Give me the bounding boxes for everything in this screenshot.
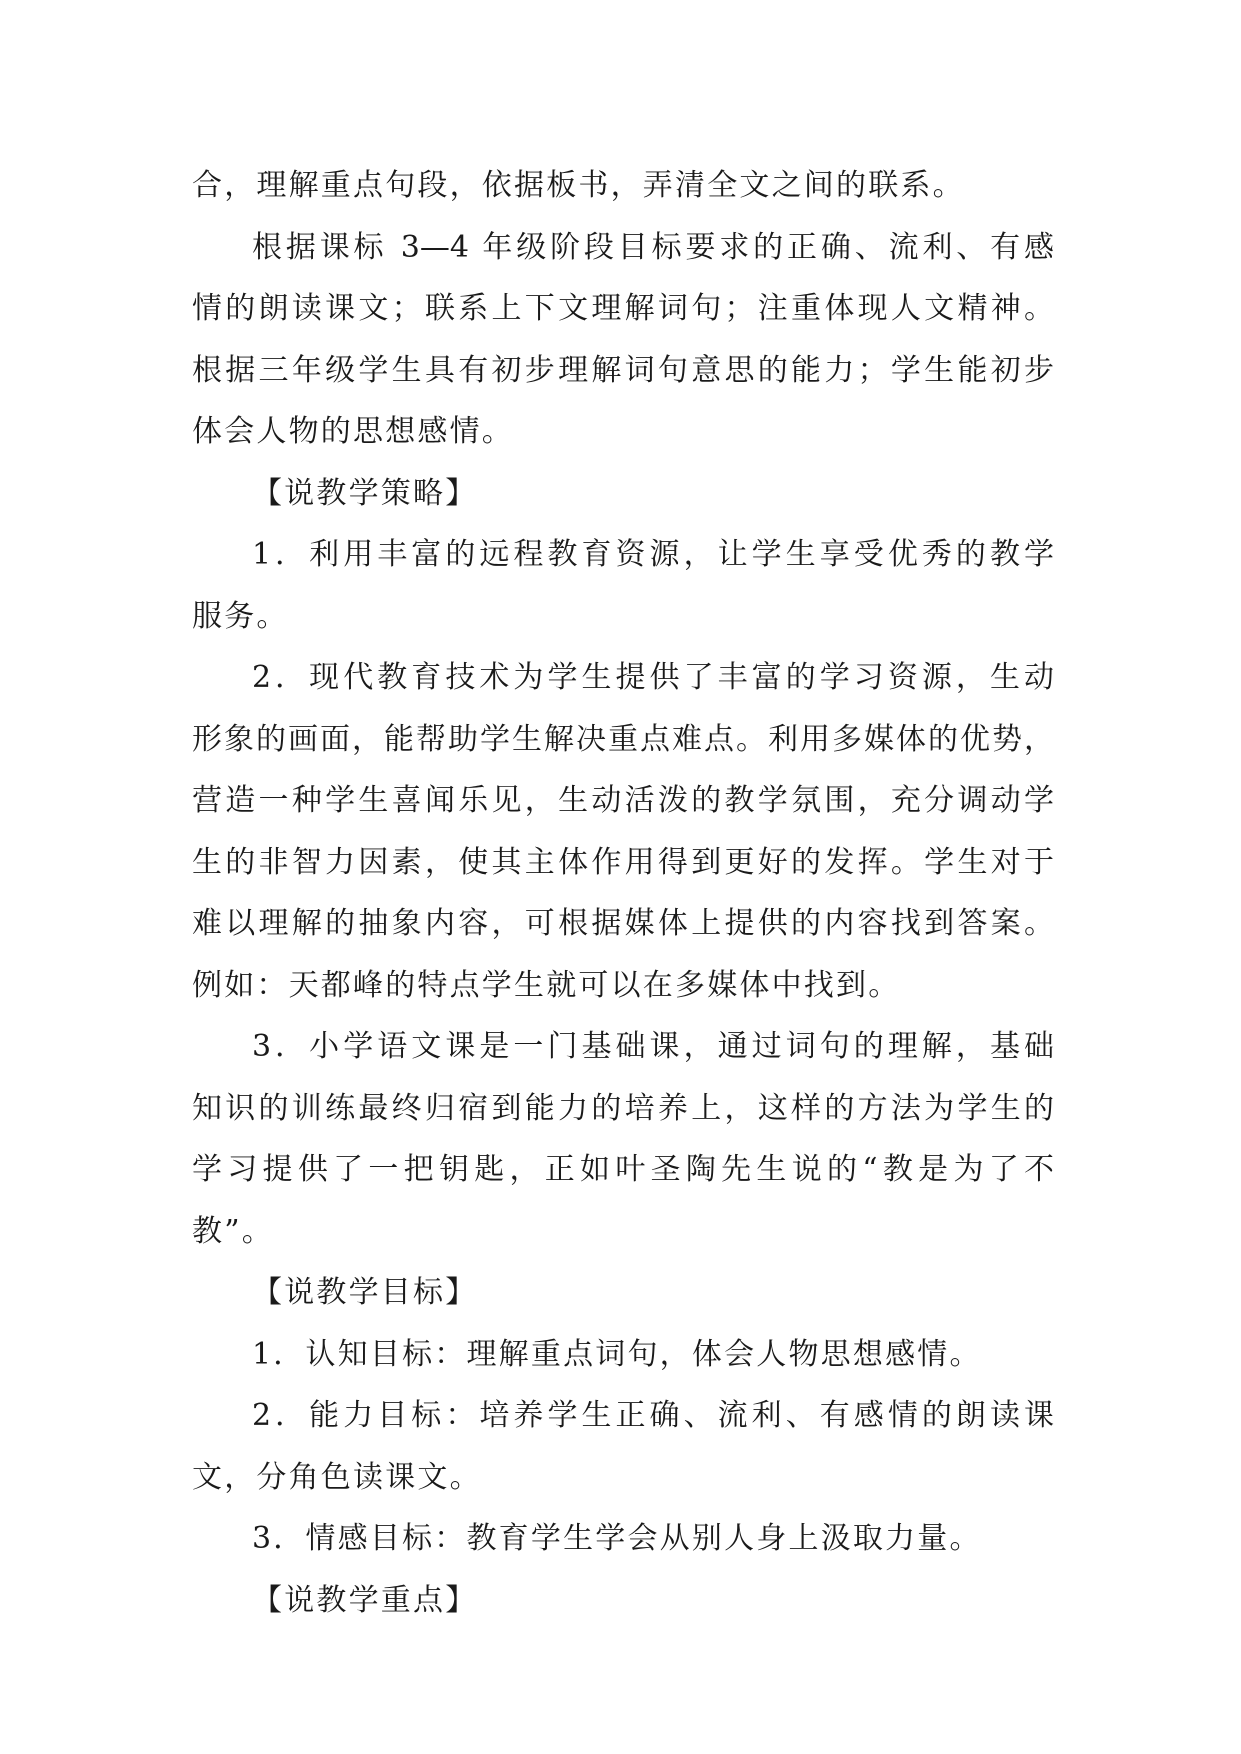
text-line: 根据课标 3—4 年级阶段目标要求的正确、流利、有感 [252,229,1054,265]
text-line: 例如：天都峰的特点学生就可以在多媒体中找到。 [192,967,901,1003]
text-line: 1．认知目标：理解重点词句，体会人物思想感情。 [252,1336,982,1372]
text-line: 文，分角色读课文。 [192,1459,482,1495]
text-line: 服务。 [192,598,289,634]
section-heading-strategy: 【说教学策略】 [252,475,478,511]
text-line: 2．现代教育技术为学生提供了丰富的学习资源，生动 [252,660,1054,695]
text-line: 学习提供了一把钥匙，正如叶圣陶先生说的“教是为了不 [192,1152,1054,1187]
text-line: 营造一种学生喜闻乐见，生动活泼的教学氛围，充分调动学 [192,783,1054,818]
document-page [192,155,1054,1631]
text-line: 根据三年级学生具有初步理解词句意思的能力；学生能初步 [192,352,1054,388]
text-line: 1．利用丰富的远程教育资源，让学生享受优秀的教学 [252,537,1054,572]
text-line: 情的朗读课文；联系上下文理解词句；注重体现人文精神。 [192,291,1054,326]
text-line: 3．小学语文课是一门基础课，通过词句的理解，基础 [252,1029,1054,1064]
section-heading-key-points: 【说教学重点】 [252,1582,478,1618]
section-heading-objectives: 【说教学目标】 [252,1275,478,1310]
text-line: 合，理解重点句段，依据板书，弄清全文之间的联系。 [192,168,965,203]
text-line: 形象的画面，能帮助学生解决重点难点。利用多媒体的优势， [192,721,1054,757]
text-line: 2．能力目标：培养学生正确、流利、有感情的朗读课 [252,1398,1054,1433]
text-line: 知识的训练最终归宿到能力的培养上，这样的方法为学生的 [192,1090,1054,1126]
text-line: 难以理解的抽象内容，可根据媒体上提供的内容找到答案。 [192,906,1054,941]
text-line: 生的非智力因素，使其主体作用得到更好的发挥。学生对于 [192,844,1054,880]
text-line: 体会人物的思想感情。 [192,414,514,449]
text-line: 3．情感目标：教育学生学会从别人身上汲取力量。 [252,1521,982,1556]
text-line: 教”。 [192,1213,274,1249]
